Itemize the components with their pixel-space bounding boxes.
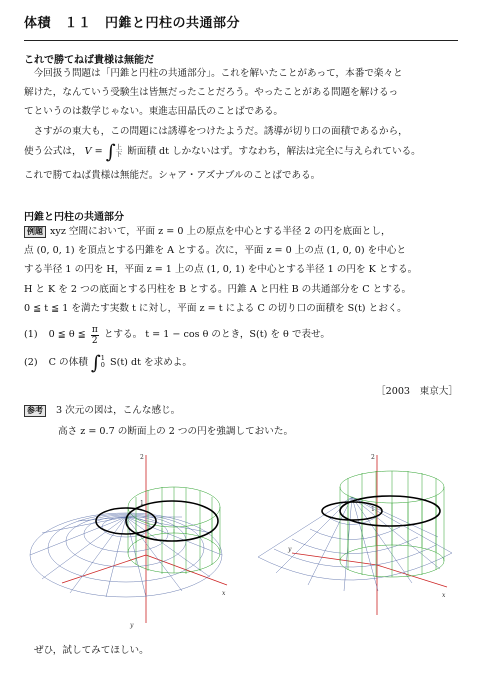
formula-lhs: V bbox=[84, 146, 92, 157]
para2-line3: これで勝てねば貴様は無能だ。シャア・アズナブルのことばである。 bbox=[24, 170, 321, 181]
left-highlight-circles bbox=[96, 501, 218, 541]
right-z-label-2: 2 bbox=[371, 454, 375, 461]
question-2 bbox=[24, 352, 192, 374]
section-heading-1: これで勝てねば貴様は無能だ bbox=[24, 55, 154, 66]
q2-integrand: S(t) dt bbox=[110, 357, 141, 368]
formula-eq: = bbox=[94, 146, 103, 157]
right-z-label-1: 1 bbox=[371, 506, 375, 513]
right-cone-mesh bbox=[258, 497, 452, 591]
q2-label: (2) bbox=[24, 357, 38, 368]
q2-pre: C の体積 bbox=[48, 357, 88, 368]
left-cone-mesh bbox=[30, 513, 222, 597]
para2-line1: さすがの東大も，この問題には誘導をつけたようだ。誘導が切り口の面積であるから， bbox=[24, 126, 408, 137]
reference-tag: 参考 bbox=[24, 405, 46, 417]
formula-line bbox=[24, 141, 421, 163]
formula-prefix: 使う公式は， bbox=[24, 146, 82, 157]
reference-text-1: 3 次元の図は，こんな感じ。 bbox=[56, 405, 181, 416]
para1-line3: てというのは数学じゃない。東進志田晶氏のことばである。 bbox=[24, 106, 284, 117]
right-x-label: x bbox=[442, 592, 446, 599]
problem-line5: 0 ≦ t ≦ 1 を満たす実数 t に対し，平面 z = t による C の切り口の面積を S(t) とおく。 bbox=[24, 303, 407, 314]
problem-line2: 点 (0, 0, 1) を頂点とする円錐を A とする。次に，平面 z = 0 上の点 (1, 0, 0) を中心と bbox=[24, 245, 407, 256]
problem-line1 bbox=[24, 226, 391, 238]
q1-post: とする。 t = 1 − cos θ のとき，S(t) を θ で表せ。 bbox=[103, 329, 330, 340]
left-z-label-2: 2 bbox=[140, 454, 144, 461]
integral-sign: ∫ bbox=[105, 141, 116, 163]
left-x-label: x bbox=[222, 590, 226, 597]
q2-integral-limits bbox=[101, 355, 105, 369]
q1-fraction bbox=[91, 325, 99, 346]
right-y-label: y bbox=[288, 546, 292, 553]
formula-integrand: 断面積 dt bbox=[127, 146, 170, 157]
q1-label: (1) bbox=[24, 329, 38, 340]
formula-suffix: しかないはず。すなわち，解法は完全に与えられている。 bbox=[172, 146, 421, 157]
q1-frac-num: π bbox=[91, 325, 98, 335]
left-z-label-1: 1 bbox=[140, 500, 144, 507]
q2-post: を求めよ。 bbox=[144, 357, 192, 368]
figure-right bbox=[252, 445, 462, 630]
problem-line3: する半径 1 の円を H，平面 z = 1 上の点 (1, 0, 1) を中心とする半径 1 の円を K とする。 bbox=[24, 264, 418, 275]
para1-line2: 解けた，なんていう受験生は皆無だったことだろう。やったことがある問題を解けるっ bbox=[24, 87, 399, 98]
footer-text: ぜひ，試してみてほしい。 bbox=[34, 645, 149, 656]
example-tag: 例題 bbox=[24, 226, 46, 238]
problem-source: ［2003 東京大］ bbox=[376, 386, 458, 397]
reference-line1 bbox=[24, 405, 180, 417]
reference-line2: 高さ z = 0.7 の断面上の 2 つの円を強調しておいた。 bbox=[58, 426, 294, 437]
q1-frac-den: 2 bbox=[91, 336, 98, 346]
section-heading-2: 円錐と円柱の共通部分 bbox=[24, 212, 124, 223]
q2-int-upper: 1 bbox=[100, 354, 105, 362]
figure-left bbox=[22, 445, 247, 630]
right-axes bbox=[287, 454, 447, 615]
title-rule bbox=[24, 40, 458, 41]
integral-limits bbox=[116, 144, 123, 158]
right-cylinder-mesh bbox=[340, 471, 444, 577]
integral-lower: 下 bbox=[115, 150, 123, 158]
problem-text-1: xyz 空間において，平面 z = 0 上の原点を中心とする半径 2 の円を底面とし， bbox=[50, 226, 391, 237]
q2-int-lower: 0 bbox=[100, 361, 105, 369]
question-1 bbox=[24, 325, 330, 346]
integral-upper: 上 bbox=[115, 143, 123, 151]
problem-line4: H と K を 2 つの底面とする円柱を B とする。円錐 A と円柱 B の共通部分を C とする。 bbox=[24, 284, 412, 295]
page-title: 体積 １１ 円錐と円柱の共通部分 bbox=[24, 16, 241, 31]
para1-line1: 今回扱う問題は「円錐と円柱の共通部分」。これを解いたことがあって，本番で楽々と bbox=[24, 68, 403, 79]
left-y-label: y bbox=[130, 622, 134, 629]
q2-integral-sign: ∫ bbox=[90, 352, 101, 374]
q1-pre: 0 ≦ θ ≦ bbox=[48, 329, 86, 340]
